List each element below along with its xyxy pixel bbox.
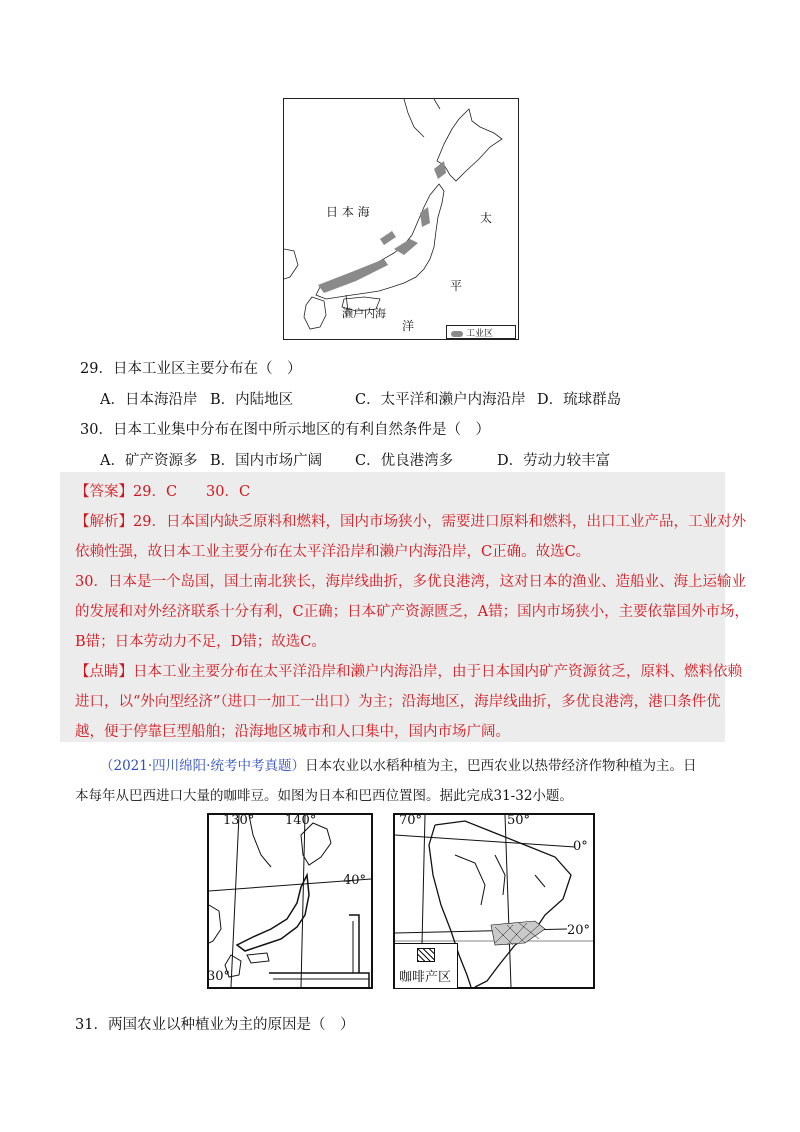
- japan-industry-map: [283, 98, 519, 340]
- q29-option-a: A．日本海沿岸: [100, 392, 198, 408]
- pacific-label-2: 平: [450, 279, 463, 293]
- industrial-zone-swatch-icon: [451, 331, 463, 337]
- q30-option-d: D．劳动力较丰富: [497, 453, 611, 469]
- question-30-stem: 30．日本工业集中分布在图中所示地区的有利自然条件是（ ）: [80, 422, 490, 438]
- lat-0-label: 0°: [573, 839, 588, 854]
- comment-line-1: 【点睛】日本工业主要分布在太平洋沿岸和濑户内海沿岸，由于日本国内矿产资源贫乏，原料、燃料依赖: [75, 664, 742, 680]
- lat-40-label: 40°: [343, 873, 367, 888]
- intro-line-1: [100, 754, 696, 774]
- q30-option-c: C．优良港湾多: [355, 453, 454, 469]
- lon-50-label: 50°: [507, 813, 531, 828]
- lat-20-label: 20°: [567, 923, 591, 938]
- q30-option-b: B．国内市场广阔: [210, 453, 323, 469]
- lon-70-label: 70°: [399, 813, 423, 828]
- coffee-legend-label: 咖啡产区: [399, 970, 452, 985]
- q29-option-b: B．内陆地区: [210, 392, 294, 408]
- intro-line-2: 本每年从巴西进口大量的咖啡豆。如图为日本和巴西位置图。据此完成31-32小题。: [75, 788, 573, 804]
- analysis-line-2: 依赖性强，故日本工业主要分布在太平洋沿岸和濑户内海沿岸，C正确。故选C。: [75, 544, 591, 560]
- lat-30-label: 30°: [207, 969, 231, 984]
- comment-line-2: 进口，以“外向型经济”（进口一加工一出口）为主；沿海地区，海岸线曲折，多优良港湾，港口条件优: [75, 694, 721, 710]
- answer-line: 【答案】29．C 30．C: [75, 484, 251, 500]
- sea-of-japan-label: 日 本 海: [326, 205, 370, 219]
- source-tag: （2021·四川绵阳·统考中考真题）: [100, 758, 305, 774]
- japan-position-drawing: [209, 815, 371, 987]
- analysis-line-1: 【解析】29．日本国内缺乏原料和燃料，国内市场狭小，需要进口原料和燃料，出口工业产品，工业对外: [75, 514, 746, 530]
- pacific-label-3: 洋: [402, 319, 415, 333]
- analysis-line-3: 30．日本是一个岛国，国土南北狭长，海岸线曲折，多优良港湾，这对日本的渔业、造船业、海上运输业: [75, 574, 746, 590]
- intro-text-1: 日本农业以水稻种植为主，巴西农业以热带经济作物种植为主。日: [304, 758, 697, 774]
- question-29-stem: 29．日本工业区主要分布在（ ）: [80, 361, 302, 377]
- pacific-label-1: 太: [480, 211, 493, 225]
- japan-position-map: [207, 813, 373, 989]
- lon-130-label: 130°: [223, 813, 255, 828]
- analysis-line-5: B错；日本劳动力不足，D错；故选C。: [75, 634, 326, 650]
- map-legend: [446, 325, 516, 339]
- q30-option-a: A．矿产资源多: [100, 453, 198, 469]
- analysis-line-4: 的发展和对外经济联系十分有利，C正确；日本矿产资源匮乏，A错；国内市场狭小，主要依靠国外市场，: [75, 604, 750, 620]
- coffee-legend: [395, 943, 458, 988]
- q29-option-d: D．琉球群岛: [537, 392, 622, 408]
- coffee-swatch-icon: [417, 948, 435, 962]
- lon-140-label: 140°: [285, 813, 317, 828]
- question-31-stem: 31．两国农业以种植业为主的原因是（ ）: [75, 1017, 355, 1033]
- comment-line-3: 越，便于停靠巨型船舶；沿海地区城市和人口集中，国内市场广阔。: [75, 724, 510, 740]
- brazil-position-map: [393, 813, 595, 989]
- legend-label: 工业区: [466, 329, 494, 339]
- q29-option-c: C．太平洋和濑户内海沿岸: [355, 392, 526, 408]
- seto-inland-sea-label: 濑户内海: [342, 307, 386, 320]
